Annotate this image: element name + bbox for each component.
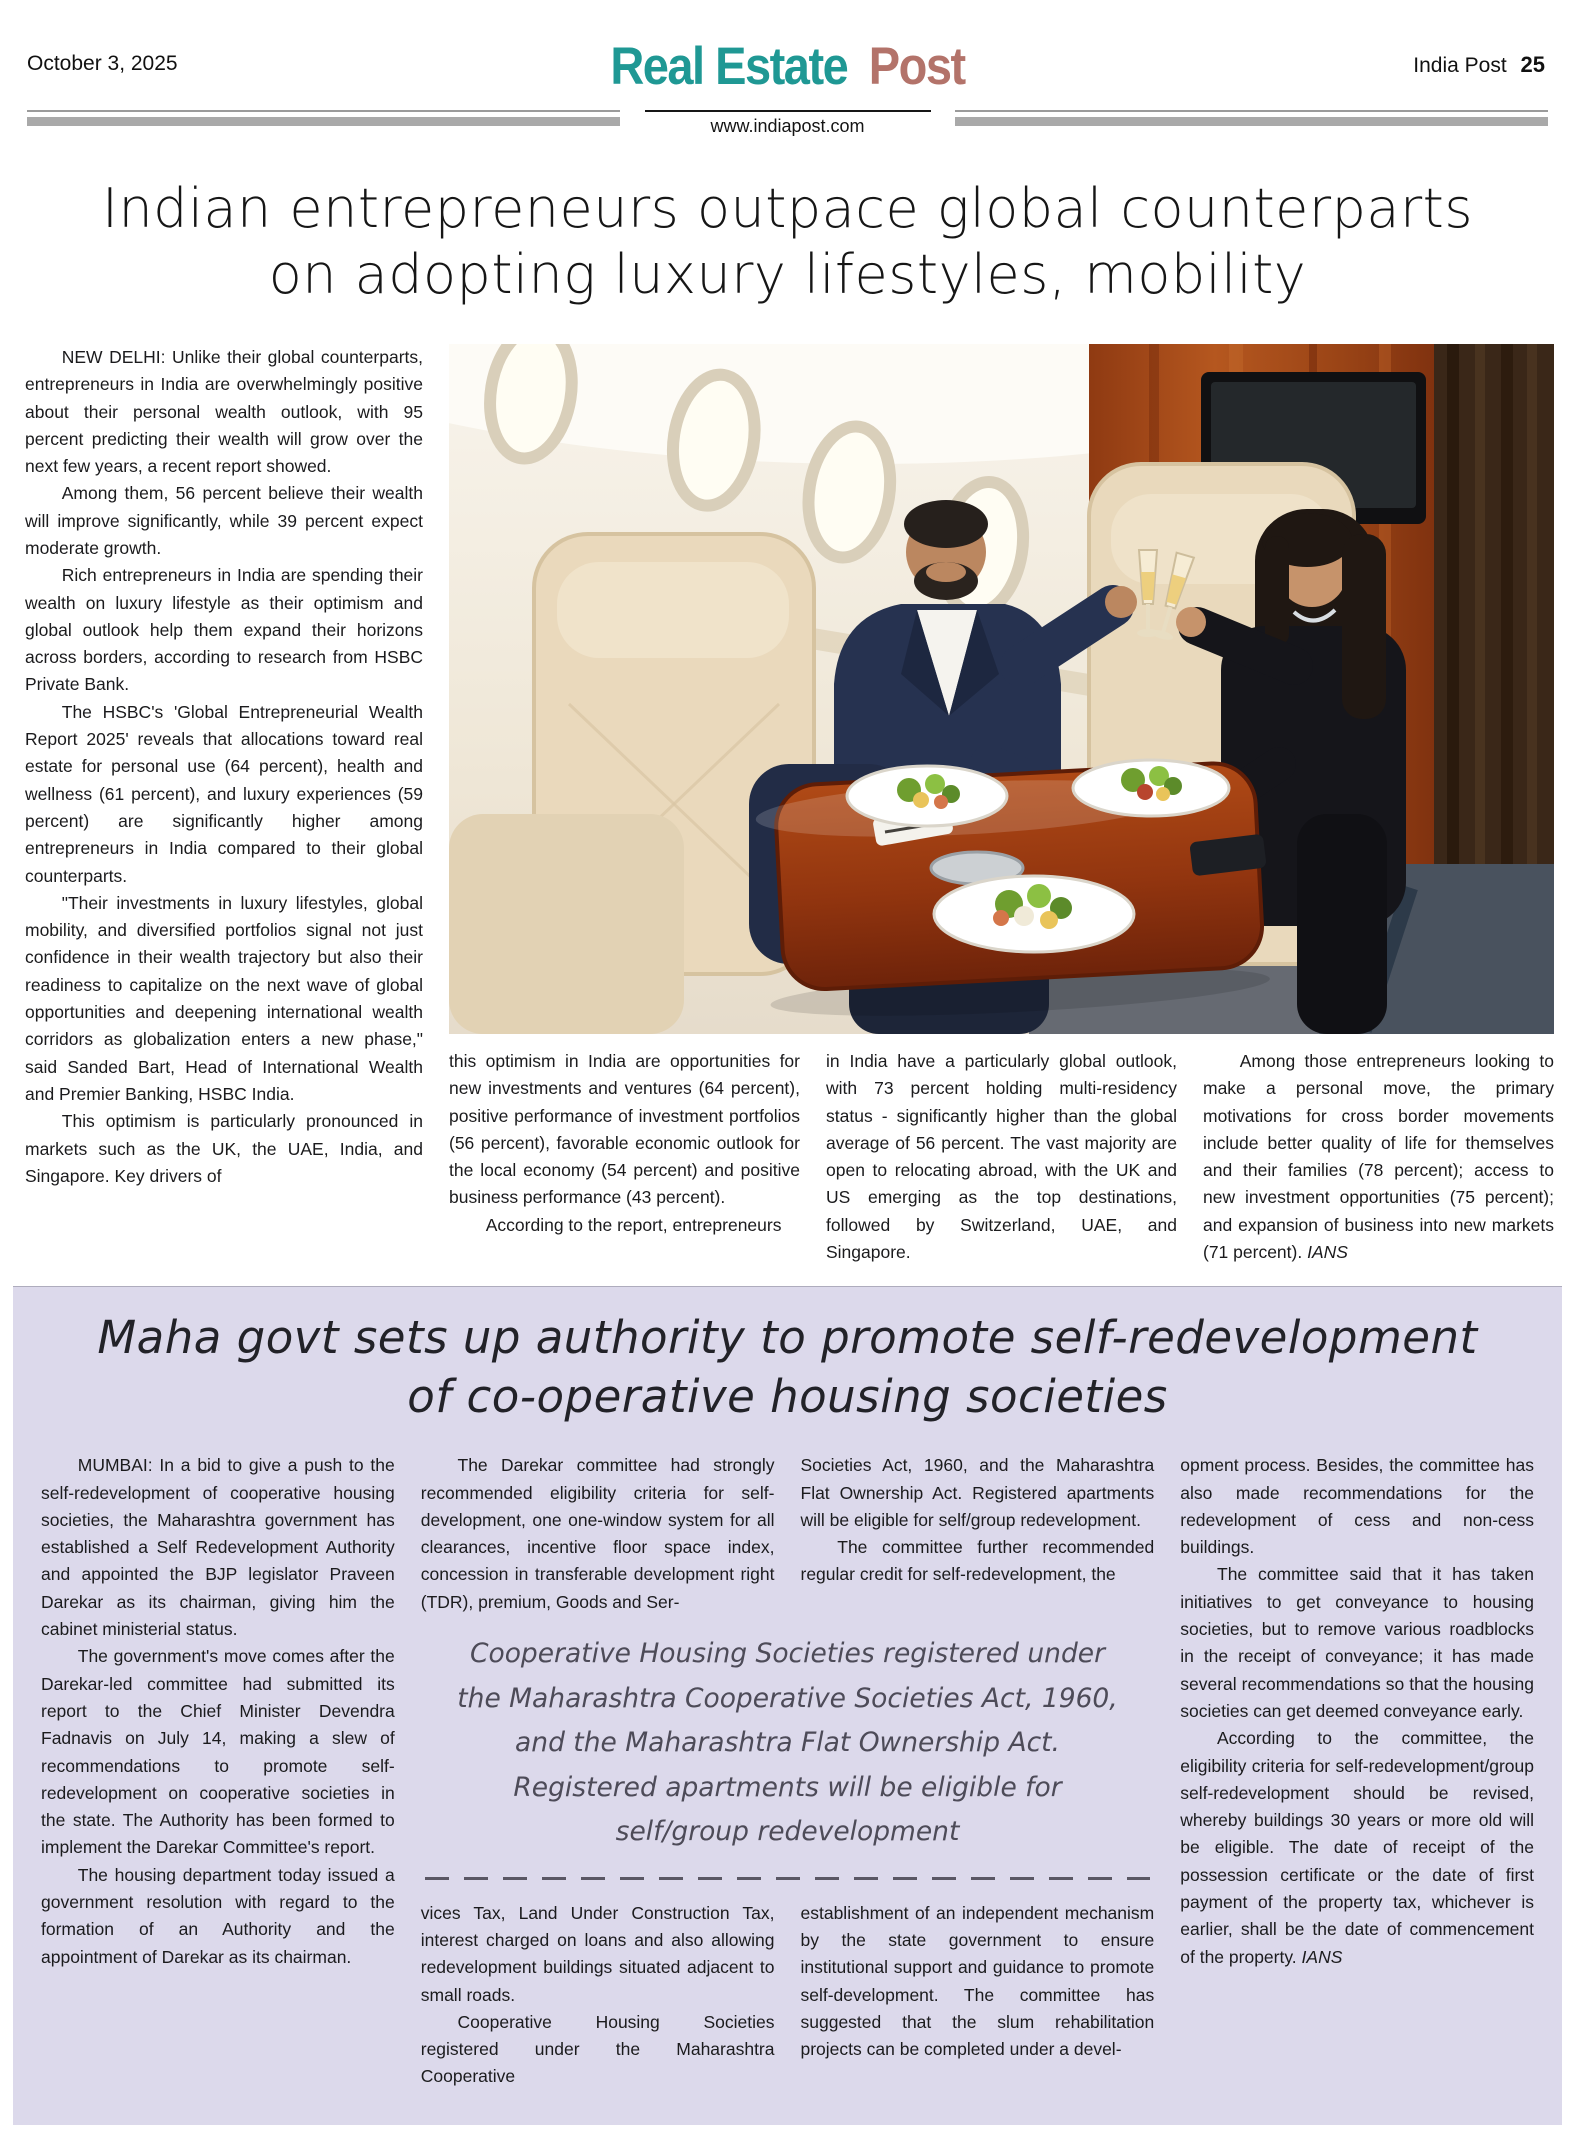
article2-paragraph: The government's move comes after the Darekar-led committee had submitted its report to the Chief Minister Devendra Fadnavis on July 14, making a slew of recommendations to promote self-redevelopment on cooperative societies in the state. The Authority has been formed to implement the Darekar Committee's report. <box>41 1646 395 1858</box>
article1-column-1 <box>25 344 423 1266</box>
news-agency-credit: IANS <box>1301 1946 1343 1967</box>
article2-column-1 <box>41 1452 395 2090</box>
article1-headline-line1: Indian entrepreneurs outpace global counterparts <box>102 177 1473 240</box>
header-rule-right <box>955 110 1548 126</box>
article2-paragraph: MUMBAI: In a bid to give a push to the self-redevelopment of cooperative housing societies, the Maharashtra government has established a Self Redevelopment Authority and appointed the BJP legislator Praveen Darekar as its chairman, giving him the cabinet ministerial status. <box>41 1455 395 1640</box>
issue-date: October 3, 2025 <box>27 52 178 75</box>
private-jet-photo <box>449 344 1554 1034</box>
article2-paragraph: The housing department today issued a government resolution with regard to the formation of an Authority and the appointment of Darekar as its chairman. <box>41 1864 395 1967</box>
article1-column-4 <box>1203 1048 1554 1266</box>
article1-paragraph: this optimism in India are opportunities for new investments and ventures (64 percent), positive performance of investment portfolios (56 percent), favorable economic outlook for the local economy (54 percent) and positive business performance (43 percent). <box>449 1050 800 1208</box>
article1-paragraph <box>1203 1048 1554 1266</box>
article-self-redevelopment <box>13 1286 1562 2124</box>
article2-paragraph: Cooperative Housing Societies registered under the Maharashtra Cooperative <box>420 2011 775 2087</box>
article2-paragraph: Societies Act, 1960, and the Maharashtra Flat Ownership Act. Registered apartments will be eligible for self/group redevelopment. <box>800 1455 1155 1530</box>
plate-right <box>1073 760 1229 816</box>
article1-paragraph: Rich entrepreneurs in India are spending their wealth on luxury lifestyle as their optimism and global outlook help them expand their horizons across borders, according to research from HSBC Private Bank. <box>25 565 423 695</box>
pull-quote: Cooperative Housing Societies registered under the Maharashtra Cooperative Societies Act, 1960, and the Maharashtra Flat Ownership Act. Registered apartments will be eligible for self/group redevelopment <box>457 1638 1118 1848</box>
article2-middle-columns <box>421 1452 1155 2090</box>
curtain <box>1434 344 1554 904</box>
header-rule-left <box>27 110 620 126</box>
article1-column-3 <box>826 1048 1177 1266</box>
masthead-real-estate: Real Estate <box>610 35 848 96</box>
article1-right-area <box>449 344 1554 1266</box>
article1-paragraph: According to the report, entrepreneurs <box>485 1214 782 1235</box>
page-header <box>0 18 1575 162</box>
article2-column-2-bottom <box>421 1900 775 2091</box>
article2-column-3-top <box>801 1452 1155 1616</box>
article1-headline <box>0 176 1575 308</box>
page-number: 25 <box>1520 52 1545 77</box>
article2-column-4 <box>1180 1452 1534 2090</box>
masthead-logo <box>610 35 964 97</box>
article2-paragraph: vices Tax, Land Under Construction Tax, interest charged on loans and also allowing redevelopment buildings situated adjacent to small roads. <box>420 1902 775 2005</box>
article2-paragraph: The Darekar committee had strongly recommended eligibility criteria for self-development, one one-window system for all clearances, incentive floor space index, concession in transferable development right (TDR), premium, Goods and Ser- <box>420 1455 775 1612</box>
article1-column-2 <box>449 1048 800 1266</box>
article2-column-3-bottom <box>801 1900 1155 2091</box>
article2-paragraph: opment process. Besides, the committee has also made recommendations for the redevelopment of cess and non-cess buildings. <box>1180 1455 1534 1558</box>
article1-paragraph: in India have a particularly global outlook, with 73 percent holding multi-residency status - significantly higher than the global average of 56 percent. The vast majority are open to relocating abroad, with the UK and US emerging as the top destinations, followed by Switzerland, UAE, and Singapore. <box>826 1050 1177 1262</box>
article-luxury-lifestyles <box>0 176 1575 1266</box>
article2-paragraph <box>1180 1725 1534 1971</box>
masthead-post: Post <box>868 35 965 96</box>
masthead-underline <box>645 110 931 112</box>
article1-headline-line2: on adopting luxury lifestyles, mobility <box>268 242 1307 306</box>
header-rules <box>0 110 1575 162</box>
article1-closing-text: Among those entrepreneurs looking to make a personal move, the primary motivations for cross border movements include better quality of life for themselves and their families (78 percent); access to new investment opportunities (75 percent); and expansion of business into new markets (71 percent). <box>1203 1050 1554 1262</box>
article2-headline <box>41 1309 1534 1426</box>
article2-column-2-top <box>421 1452 775 1616</box>
article2-closing-text: According to the committee, the eligibility criteria for self-redevelopment/group self-redevelopment should be revised, whereby buildings 30 years or more old will be eligible. The date of receipt of the possession certificate or the date of first payment of the property tax, whichever is earlier, shall be the date of commencement of the property. <box>1180 1728 1534 1967</box>
article1-paragraph: Among them, 56 percent believe their wealth will improve significantly, while 39 percent expect moderate growth. <box>25 483 423 558</box>
pull-quote-divider <box>425 1877 1151 1880</box>
article1-paragraph: The HSBC's 'Global Entrepreneurial Wealth Report 2025' reveals that allocations toward real estate for personal use (64 percent), health and wellness (61 percent), and luxury experiences (59 percent) are significantly higher among entrepreneurs in India compared to their global counterparts. <box>25 701 423 886</box>
publication-name: India Post <box>1413 54 1507 77</box>
article2-paragraph: establishment of an independent mechanism by the state government to ensure institutional support and guidance to promote self-development. The committee has suggested that the slum rehabilitation projects can be completed under a devel- <box>800 1902 1155 2060</box>
publication-name-page <box>1413 52 1545 78</box>
article1-paragraph: "Their investments in luxury lifestyles, global mobility, and diversified portfolios signal not just confidence in their wealth trajectory but also their readiness to capitalize on the next wave of global opportunities and deepening international wealth corridors as globalization enters a new phase," said Sanded Bart, Head of International Wealth and Premier Banking, HSBC India. <box>25 892 423 1104</box>
article2-headline-line2: of co-operative housing societies <box>407 1369 1168 1423</box>
article2-paragraph: The committee said that it has taken initiatives to get conveyance to housing societies, but to remove various roadblocks in the receipt of conveyance; it has made several recommendations so that the housing societies can get deemed conveyance early. <box>1180 1564 1534 1721</box>
plate-front <box>934 876 1134 952</box>
article2-paragraph: The committee further recommended regular credit for self-redevelopment, the <box>800 1537 1155 1585</box>
article1-paragraph: NEW DELHI: Unlike their global counterparts, entrepreneurs in India are overwhelmingly positive about their personal wealth outlook, with 95 percent predicting their wealth will grow over the next few years, a recent report showed. <box>25 346 423 477</box>
news-agency-credit: IANS <box>1307 1242 1348 1262</box>
article1-paragraph: This optimism is particularly pronounced in markets such as the UK, the UAE, India, and Singapore. Key drivers of <box>25 1111 423 1186</box>
website-url[interactable]: www.indiapost.com <box>710 116 865 136</box>
private-jet-illustration <box>449 344 1554 1034</box>
plate-left <box>847 766 1007 826</box>
article2-headline-line1: Maha govt sets up authority to promote self-redevelopment <box>97 1311 1478 1365</box>
